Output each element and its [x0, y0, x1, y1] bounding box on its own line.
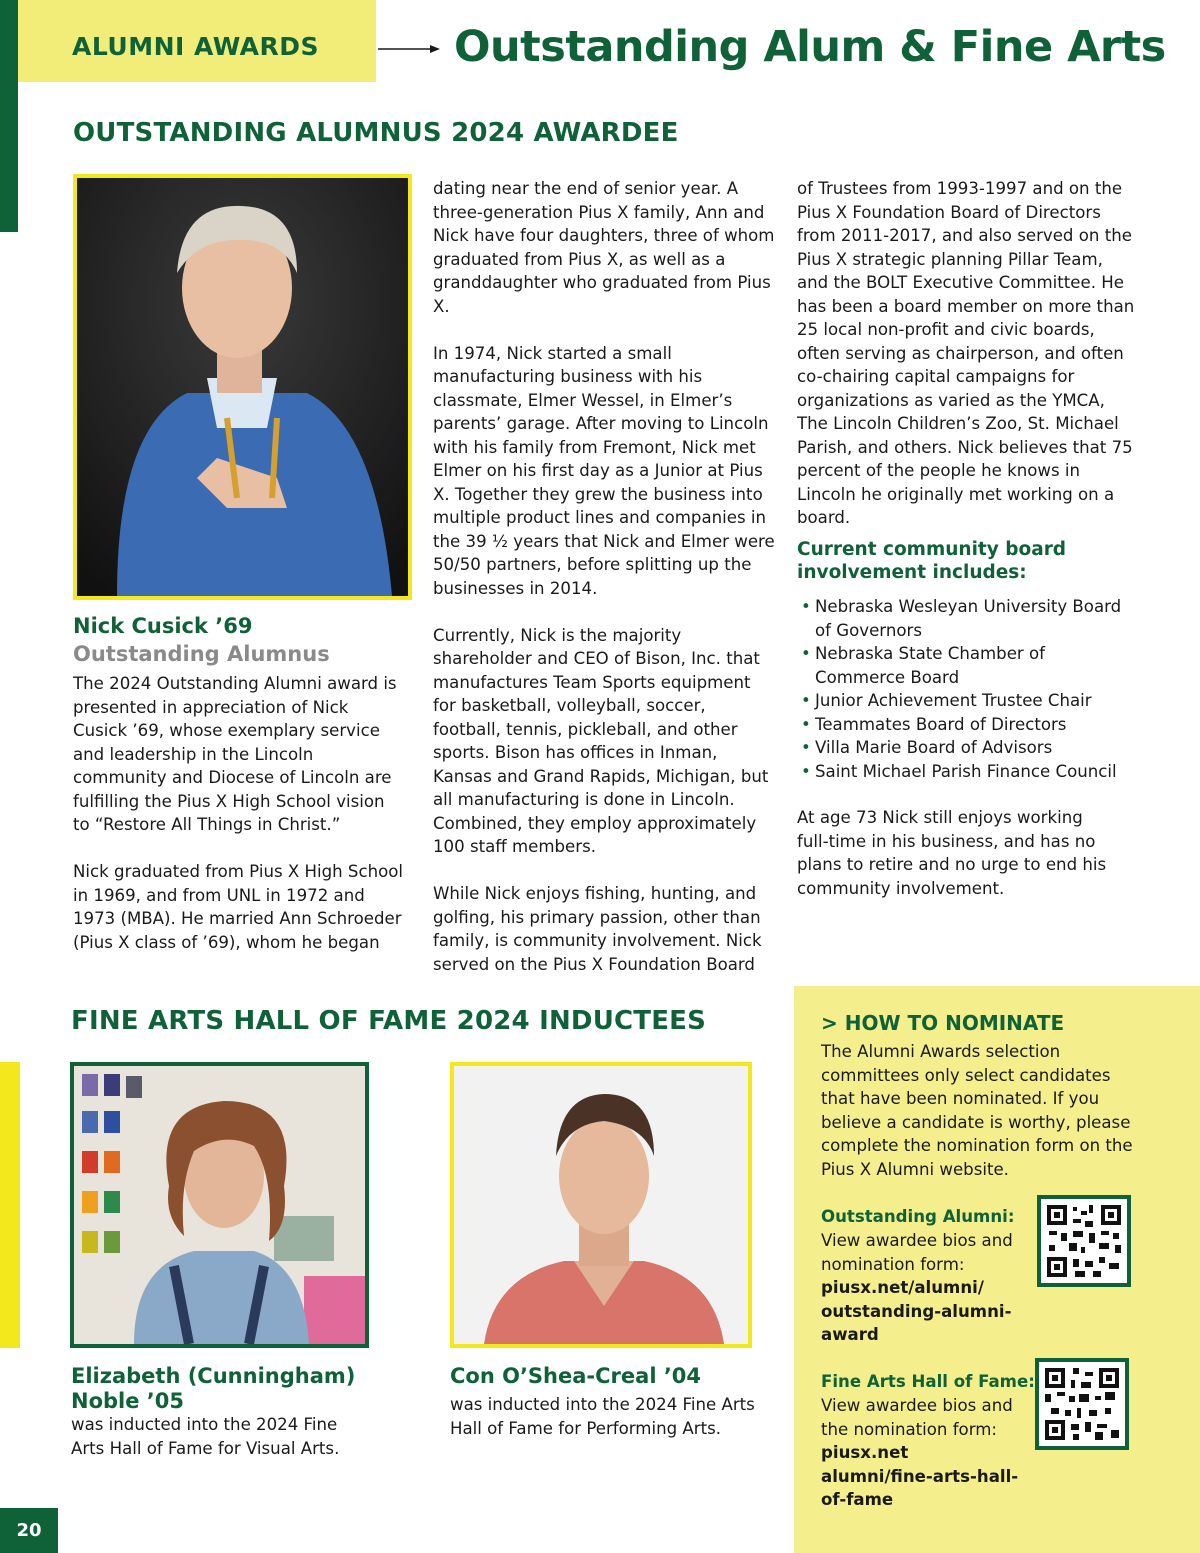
- paragraph: Currently, Nick is the majority shareholder and CEO of Bison, Inc. that manufactures Team Sports equipment for basketball, volleyball, soccer, football, tennis, pickleball, and other sports. Bison has offices in Inman, Kansas and Grand Rapids, Michigan, but all manufacturing is done in Lincoln. Combined, they employ approximately 100 staff members.: [433, 625, 769, 856]
- arrow-right-icon: [378, 44, 440, 54]
- paragraph: of Trustees from 1993-1997 and on the Pius X Foundation Board of Directors from 2011-2017, and also served on the Pius X strategic planning Pillar Team, and the BOLT Executive Committee. He has been a board member on more than 25 local non-profit and civic boards, often serving as chairperson, and often co-chairing capital campaigns for organizations as varied as the YMCA, The Lincoln Children’s Zoo, St. Michael Parish, and others. Nick believes that 75 percent of the people he knows in Lincoln he originally met working on a board.: [797, 179, 1135, 527]
- inductee-photo-2: [450, 1062, 752, 1348]
- alumnus-section-title: OUTSTANDING ALUMNUS 2024 AWARDEE: [73, 118, 679, 148]
- outstanding-alumni-label: Outstanding Alumni:: [821, 1207, 1015, 1226]
- paragraph: The 2024 Outstanding Alumni award is presented in appreciation of Nick Cusick ’69, whose exemplary service and leadership in the Lincoln community and Diocese of Lincoln are fulfilling the Pius X High School vision to “Restore All Things in Christ.”: [73, 674, 397, 834]
- inductee-text-2: was inducted into the 2024 Fine Arts Hall of Fame for Performing Arts.: [450, 1395, 755, 1438]
- paragraph: While Nick enjoys fishing, hunting, and golfing, his primary passion, other than family, is community involvement. Nick served on the Pius X Foundation Board: [433, 884, 762, 974]
- yellow-accent-bar: [0, 1062, 20, 1348]
- closing-paragraph: At age 73 Nick still enjoys working full-time in his business, and has no plans to retire and no urge to end his community involvement.: [797, 808, 1107, 898]
- list-item: • Nebraska State Chamber of Commerce Board: [797, 642, 1137, 689]
- page-headline: Outstanding Alum & Fine Arts: [454, 22, 1166, 72]
- alumnus-name: Nick Cusick ’69: [73, 614, 253, 638]
- paragraph: In 1974, Nick started a small manufacturing business with his classmate, Elmer Wessel, in Elmer’s parents’ garage. After moving to Lincoln with his family from Fremont, Nick met Elmer on his first day as a Junior at Pius X. Together they grew the business into multiple product lines and companies in the 39 ½ years that Nick and Elmer were 50/50 partners, before splitting up the businesses in 2014.: [433, 343, 775, 598]
- list-item: • Junior Achievement Trustee Chair: [797, 689, 1137, 713]
- alumnus-column-1: [73, 672, 405, 978]
- qr-code-icon[interactable]: [1035, 1358, 1129, 1450]
- fine-arts-label: Fine Arts Hall of Fame:: [821, 1372, 1035, 1391]
- fine-arts-link[interactable]: piusx.net alumni/fine-arts-hall-of-fame: [821, 1443, 1019, 1509]
- outstanding-alumni-link[interactable]: piusx.net/alumni/ outstanding-alumni-award: [821, 1278, 1012, 1344]
- nominate-intro: The Alumni Awards selection committees only select candidates that have been nominated. If you believe a candidate is worthy, please complete the nomination form on the Pius X Alumni website.: [821, 1042, 1133, 1179]
- inductee-photo-1: [70, 1062, 369, 1348]
- paragraph: Nick graduated from Pius X High School in 1969, and from UNL in 1972 and 1973 (MBA). He married Ann Schroeder (Pius X class of ’69), whom he began: [73, 862, 404, 952]
- alumnus-column-2: [433, 177, 777, 1000]
- list-item: • Saint Michael Parish Finance Council: [797, 760, 1137, 784]
- board-list: [797, 595, 1137, 783]
- alumnus-column-3: [797, 177, 1139, 553]
- list-item: • Villa Marie Board of Advisors: [797, 736, 1137, 760]
- inductee-text-1: was inducted into the 2024 Fine Arts Hall of Fame for Visual Arts.: [71, 1415, 340, 1458]
- alumnus-photo: [73, 174, 412, 600]
- portrait-image: [74, 1066, 365, 1344]
- list-item: • Teammates Board of Directors: [797, 713, 1137, 737]
- list-item: • Nebraska Wesleyan University Board of Governors: [797, 595, 1137, 642]
- portrait-image: [77, 178, 408, 596]
- alumnus-subtitle: Outstanding Alumnus: [73, 642, 330, 666]
- inductee-name-1: Elizabeth (Cunningham) Noble ’05: [71, 1364, 356, 1413]
- green-accent-bar: [0, 0, 18, 232]
- nominate-title: > HOW TO NOMINATE: [821, 1011, 1065, 1035]
- board-involvement-heading: Current community board involvement includes:: [797, 539, 1067, 583]
- inductee-name-2: Con O’Shea-Creal ’04: [450, 1364, 702, 1388]
- outstanding-alumni-text: View awardee bios and nomination form:: [821, 1231, 1013, 1274]
- page-number: 20: [16, 1520, 42, 1541]
- section-tag: ALUMNI AWARDS: [72, 32, 320, 61]
- portrait-image: [454, 1066, 748, 1344]
- qr-code-icon[interactable]: [1037, 1195, 1131, 1287]
- paragraph: dating near the end of senior year. A three-generation Pius X family, Ann and Nick have four daughters, three of whom graduated from Pius X, as well as a granddaughter who graduated from Pius X.: [433, 179, 775, 316]
- fine-arts-text: View awardee bios and the nomination form:: [821, 1396, 1013, 1439]
- fine-arts-section-title: FINE ARTS HALL OF FAME 2024 INDUCTEES: [71, 1006, 707, 1036]
